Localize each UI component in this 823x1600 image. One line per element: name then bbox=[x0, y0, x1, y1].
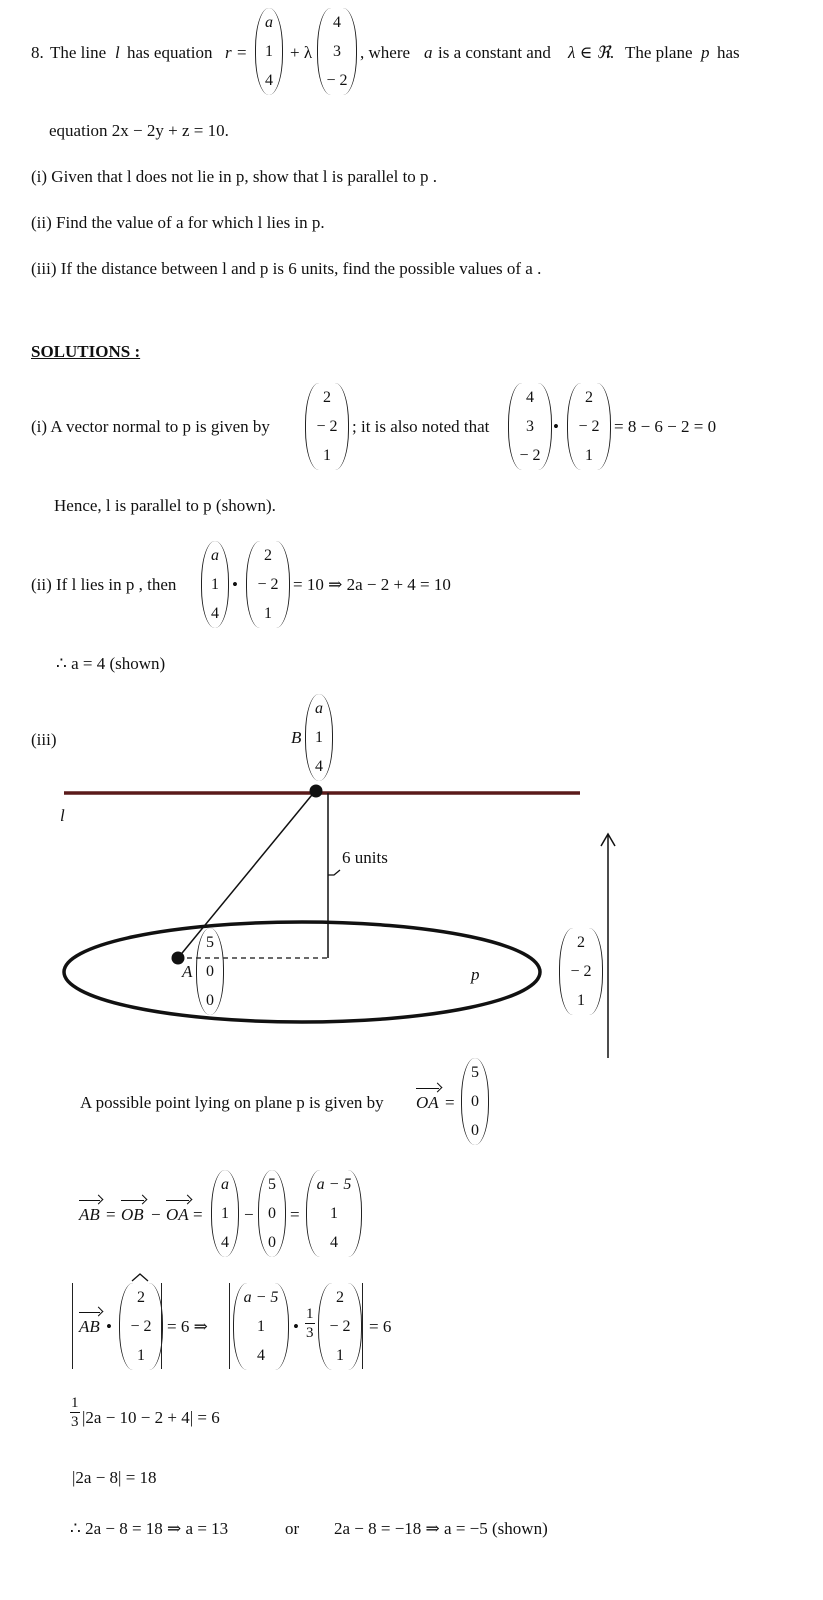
q-text: The line bbox=[50, 43, 107, 62]
minus: − bbox=[151, 1205, 161, 1224]
normal-vector: 2 − 2 1 bbox=[246, 541, 290, 628]
equation-implies: = 6 ⇒ bbox=[167, 1317, 208, 1336]
vec-ab: AB bbox=[79, 1317, 100, 1336]
dot-operator: • bbox=[293, 1317, 299, 1336]
distance-brace bbox=[328, 870, 340, 875]
question-number: 8. bbox=[31, 43, 44, 62]
q-var-p: p bbox=[701, 43, 710, 62]
sol-ii-result: ∴ a = 4 (shown) bbox=[56, 654, 166, 673]
q-text: has bbox=[717, 43, 740, 62]
sol-iii-text: A possible point lying on plane p is given by bbox=[80, 1093, 384, 1112]
vector-ob: a 1 4 bbox=[211, 1170, 239, 1257]
sol-iii-line5: |2a − 10 − 2 + 4| = 6 bbox=[82, 1408, 220, 1427]
vector-normal: 2 − 2 1 bbox=[559, 928, 603, 1015]
sol-ii-text: (ii) If l lies in p , then bbox=[31, 575, 177, 594]
unit-normal-vector: 2 − 2 1 bbox=[119, 1283, 163, 1370]
label-distance: 6 units bbox=[342, 848, 388, 867]
plane-ellipse bbox=[64, 922, 540, 1022]
normal-vector: 2 − 2 1 bbox=[567, 383, 611, 470]
q-var-r: r = bbox=[225, 43, 248, 62]
sol-iii-line7-b: 2a − 8 = −18 ⇒ a = −5 (shown) bbox=[334, 1519, 548, 1538]
sol-i-text: (i) A vector normal to p is given by bbox=[31, 417, 270, 436]
sol-iii-or: or bbox=[285, 1519, 300, 1538]
normal-vector: 2 − 2 1 bbox=[318, 1283, 362, 1370]
q-plus-lambda: + λ bbox=[290, 43, 313, 62]
vector-b: a 1 4 bbox=[305, 694, 333, 781]
label-p: p bbox=[471, 965, 480, 984]
vec-oa: OA bbox=[166, 1205, 189, 1224]
q-text: The plane bbox=[625, 43, 693, 62]
vector-oa: 5 0 0 bbox=[461, 1058, 489, 1145]
sol-iii-line7-a: ∴ 2a − 8 = 18 ⇒ a = 13 bbox=[70, 1519, 229, 1538]
line-ab bbox=[178, 790, 316, 958]
dot-operator: • bbox=[106, 1317, 112, 1336]
equals: = bbox=[445, 1093, 455, 1112]
vector-ab: a − 5 1 4 bbox=[233, 1283, 289, 1370]
sol-iii-label: (iii) bbox=[31, 730, 57, 749]
q-var-l: l bbox=[115, 43, 120, 62]
position-vector: a 1 4 bbox=[255, 8, 283, 95]
fraction-one-third: $\frac{1}{3}$ bbox=[71, 1395, 79, 1430]
part-iii: (iii) If the distance between l and p is 6 units, find the possible values of a . bbox=[31, 259, 542, 278]
hat-symbol bbox=[130, 1272, 150, 1282]
equals: = bbox=[193, 1205, 203, 1224]
vector-oa: 5 0 0 bbox=[258, 1170, 286, 1257]
sol-iii-line6: |2a − 8| = 18 bbox=[72, 1468, 157, 1487]
fraction-one-third: $\frac{1}{3}$ bbox=[306, 1306, 314, 1341]
point-b bbox=[310, 785, 323, 798]
label-l: l bbox=[60, 806, 65, 825]
part-ii: (ii) Find the value of a for which l lies in p. bbox=[31, 213, 325, 232]
position-vector: a 1 4 bbox=[201, 541, 229, 628]
equals: = bbox=[290, 1205, 300, 1224]
sol-i-text: ; it is also noted that bbox=[352, 417, 490, 436]
vec-oa: OA bbox=[416, 1093, 439, 1112]
vector-ab: a − 5 1 4 bbox=[306, 1170, 362, 1257]
plane-equation: equation 2x − 2y + z = 10. bbox=[49, 121, 229, 140]
direction-vector: 4 3 − 2 bbox=[508, 383, 552, 470]
q-text: , where bbox=[360, 43, 411, 62]
dot-operator: • bbox=[553, 417, 559, 436]
label-a: A bbox=[182, 962, 193, 981]
solutions-heading: SOLUTIONS : bbox=[31, 342, 141, 361]
label-b: B bbox=[291, 728, 302, 747]
dot-operator: • bbox=[232, 575, 238, 594]
normal-vector: 2 − 2 1 bbox=[305, 383, 349, 470]
vec-ob: OB bbox=[121, 1205, 144, 1224]
sol-i-result: = 8 − 6 − 2 = 0 bbox=[614, 417, 717, 436]
minus: − bbox=[244, 1205, 254, 1224]
abs-bar-right bbox=[161, 1283, 162, 1369]
equals: = bbox=[106, 1205, 116, 1224]
vector-a: 5 0 0 bbox=[196, 928, 224, 1015]
vec-ab: AB bbox=[79, 1205, 100, 1224]
equation-result: = 6 bbox=[369, 1317, 392, 1336]
abs-bar-left bbox=[229, 1283, 230, 1369]
q-text: is a constant and bbox=[438, 43, 551, 62]
sol-i-conclusion: Hence, l is parallel to p (shown). bbox=[54, 496, 276, 515]
sol-ii-equation: = 10 ⇒ 2a − 2 + 4 = 10 bbox=[293, 575, 451, 594]
q-text: has equation bbox=[127, 43, 213, 62]
abs-bar-right bbox=[362, 1283, 363, 1369]
q-lambda: λ ∈ ℜ. bbox=[568, 43, 615, 62]
abs-bar-left bbox=[72, 1283, 73, 1369]
direction-vector: 4 3 − 2 bbox=[317, 8, 357, 95]
q-var-a: a bbox=[424, 43, 433, 62]
geometry-diagram bbox=[0, 690, 823, 1070]
part-i: (i) Given that l does not lie in p, show that l is parallel to p . bbox=[31, 167, 438, 186]
